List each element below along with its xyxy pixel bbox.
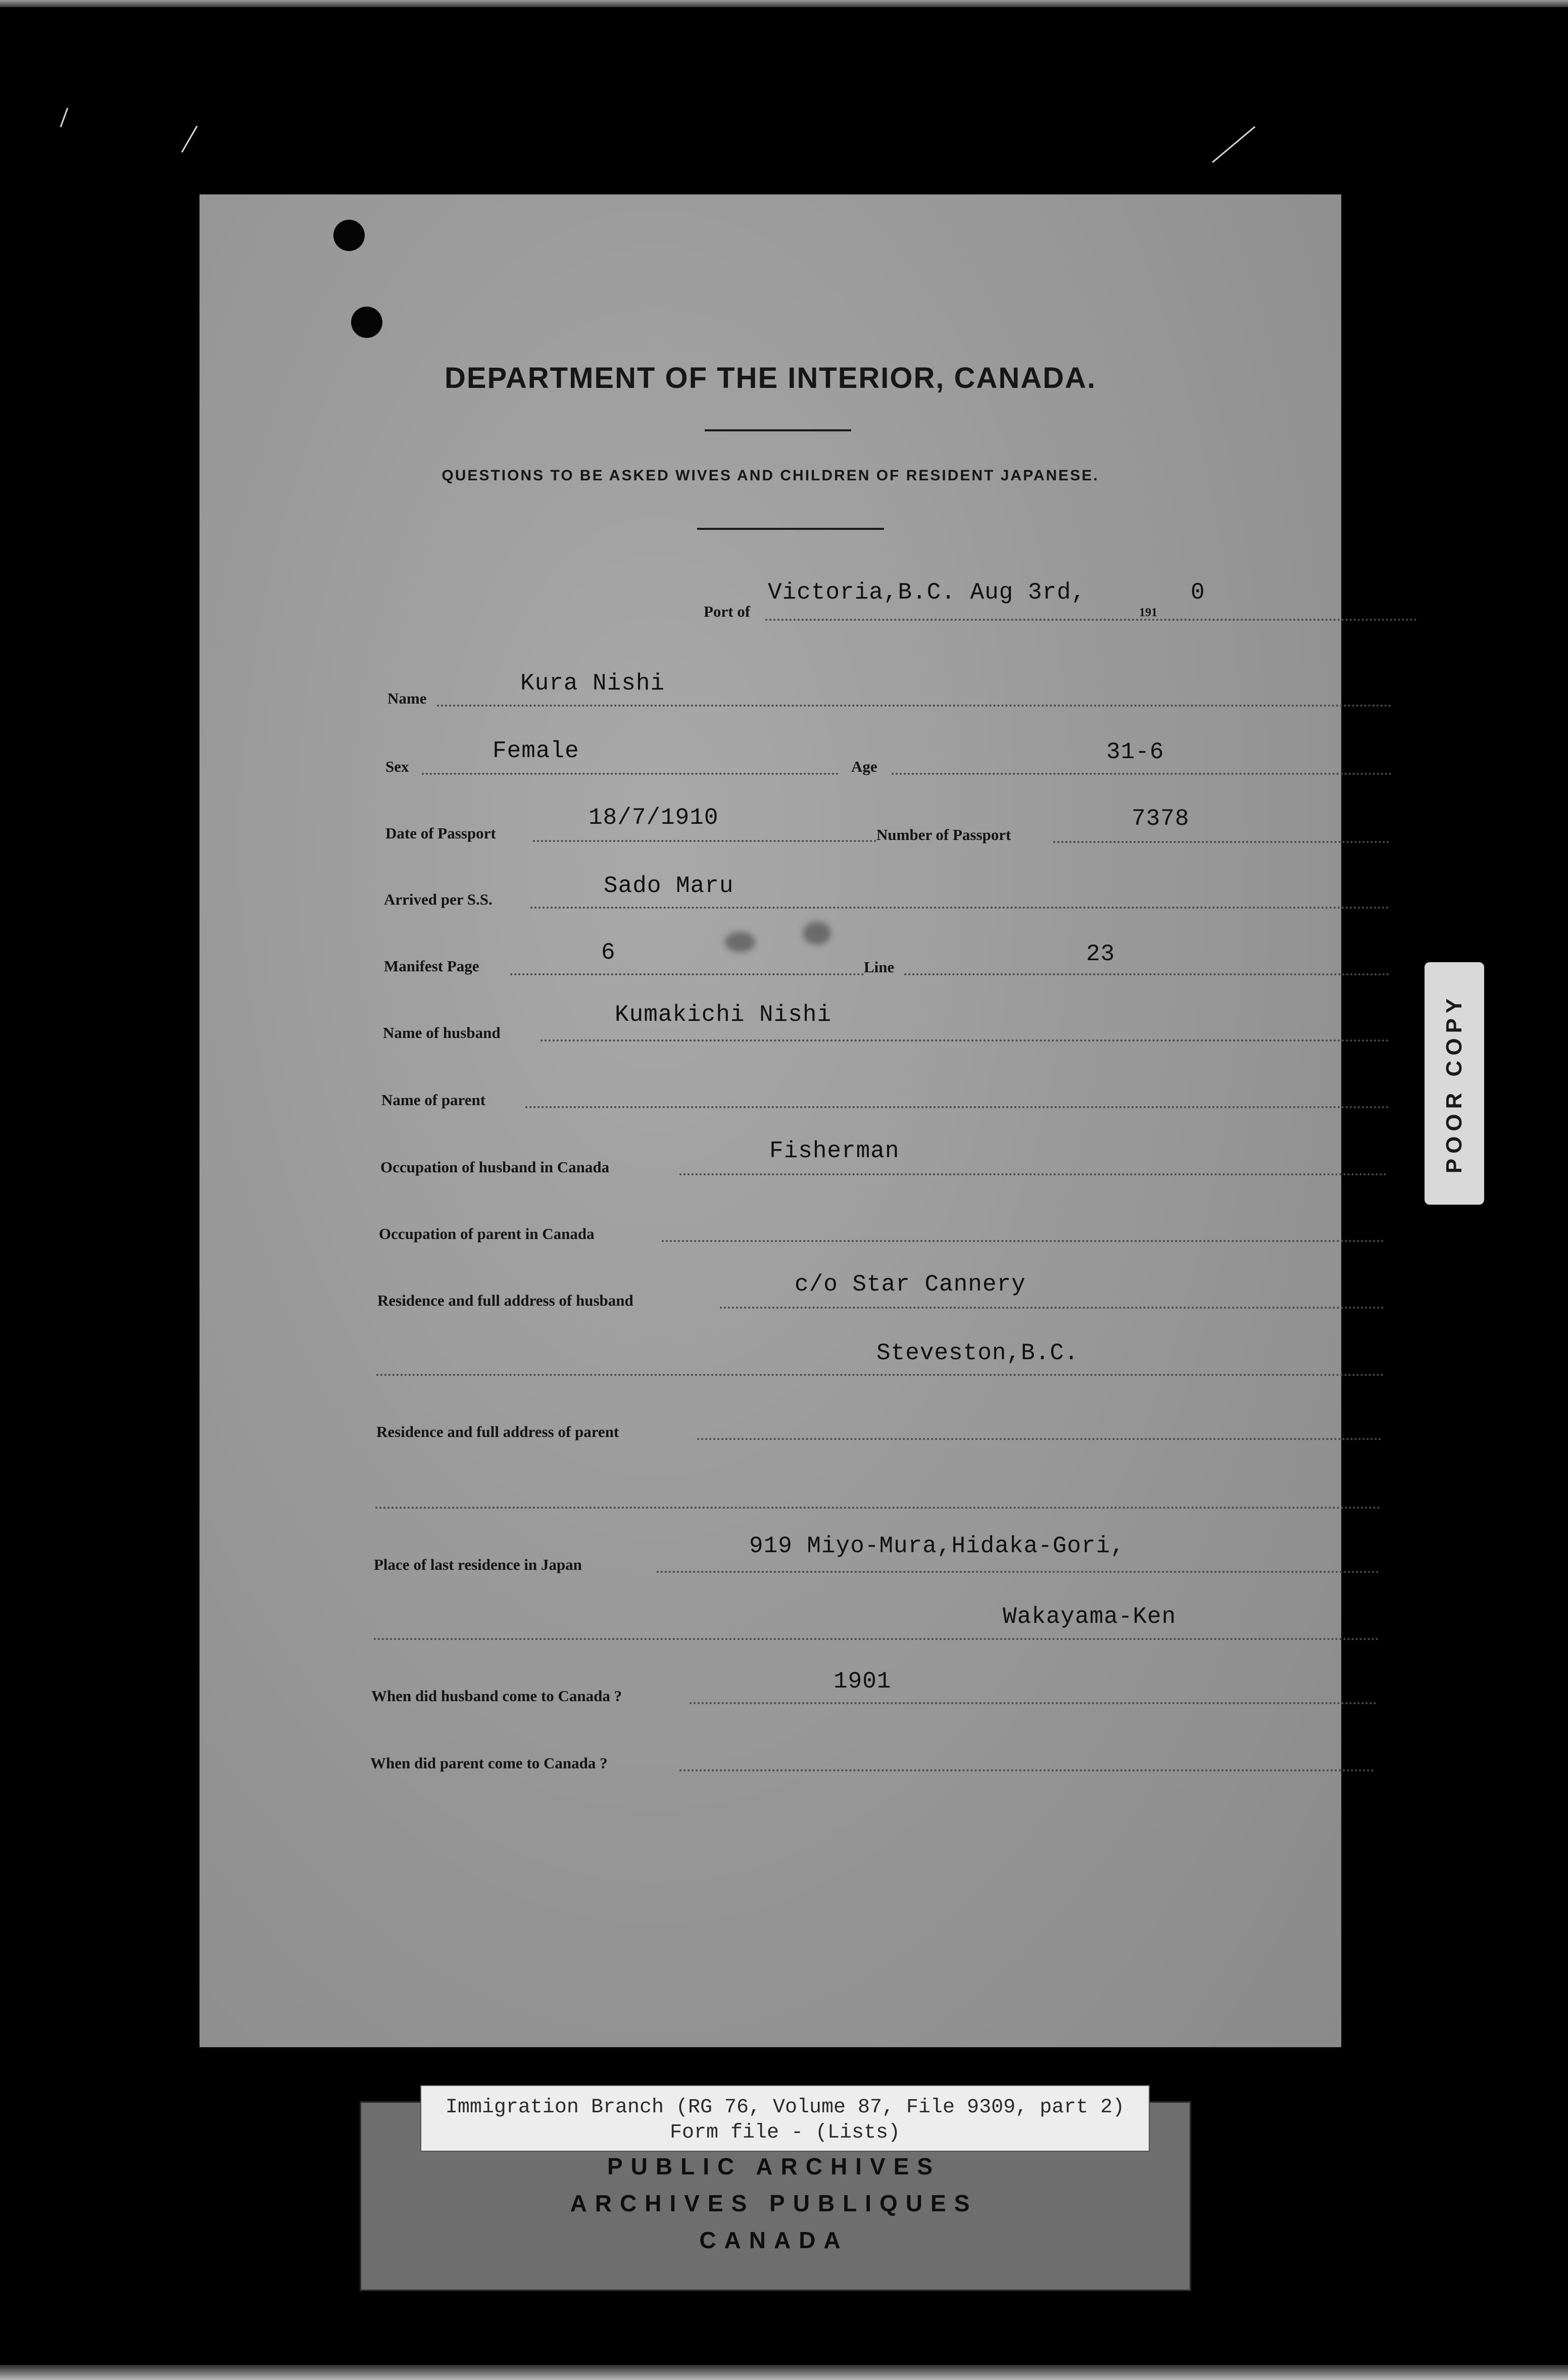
passport-date-label: Date of Passport bbox=[385, 824, 496, 842]
parent-arrival-line bbox=[679, 1769, 1374, 1771]
port-label: Port of bbox=[704, 603, 751, 620]
husband-address-value-line2: Steveston,B.C. bbox=[876, 1340, 1079, 1366]
port-line bbox=[765, 619, 1417, 621]
husband-address-line2 bbox=[376, 1374, 1384, 1376]
manifest-line-label: Line bbox=[864, 958, 895, 976]
husband-occupation-value: Fisherman bbox=[769, 1138, 900, 1164]
film-edge-top bbox=[0, 0, 1568, 7]
last-residence-value-line2: Wakayama-Ken bbox=[1003, 1604, 1177, 1630]
manifest-line-line bbox=[904, 973, 1389, 975]
archive-reference-label bbox=[420, 2085, 1150, 2152]
form-heading: DEPARTMENT OF THE INTERIOR, CANADA. bbox=[444, 362, 1097, 394]
parent-name-line bbox=[525, 1106, 1389, 1108]
passport-date-line bbox=[533, 840, 876, 842]
last-residence-line2 bbox=[374, 1638, 1379, 1640]
punch-hole bbox=[351, 307, 382, 338]
manifest-page-line bbox=[510, 973, 864, 975]
last-residence-line1 bbox=[657, 1571, 1379, 1573]
ship-label: Arrived per S.S. bbox=[384, 890, 493, 908]
archives-line-3: CANADA bbox=[699, 2227, 849, 2253]
parent-occupation-line bbox=[662, 1240, 1384, 1242]
husband-name-line bbox=[541, 1039, 1389, 1042]
port-year-suffix: 0 bbox=[1191, 579, 1205, 606]
passport-number-line bbox=[1053, 841, 1389, 843]
name-value: Kura Nishi bbox=[520, 670, 665, 697]
age-line bbox=[892, 773, 1392, 775]
form-subheading: QUESTIONS TO BE ASKED WIVES AND CHILDREN OF RESIDENT JAPANESE. bbox=[442, 467, 1099, 484]
parent-name-label: Name of parent bbox=[381, 1091, 486, 1109]
husband-address-value-line1: c/o Star Cannery bbox=[795, 1271, 1026, 1298]
film-scratch bbox=[181, 126, 198, 153]
parent-address-line1 bbox=[697, 1438, 1382, 1440]
smudge bbox=[803, 922, 831, 945]
manifest-page-value: 6 bbox=[601, 939, 616, 966]
last-residence-value-line1: 919 Miyo-Mura,Hidaka-Gori, bbox=[749, 1533, 1125, 1559]
husband-arrival-value: 1901 bbox=[834, 1668, 892, 1695]
poor-copy-text: POOR COPY bbox=[1442, 993, 1466, 1174]
film-scratch bbox=[1212, 126, 1255, 163]
last-residence-label: Place of last residence in Japan bbox=[374, 1556, 582, 1573]
manifest-line-value: 23 bbox=[1086, 941, 1115, 967]
husband-name-value: Kumakichi Nishi bbox=[615, 1002, 832, 1028]
parent-occupation-label: Occupation of parent in Canada bbox=[379, 1225, 595, 1243]
sex-line bbox=[422, 773, 839, 775]
husband-occupation-label: Occupation of husband in Canada bbox=[380, 1158, 610, 1176]
archives-line-2: ARCHIVES PUBLIQUES bbox=[570, 2190, 978, 2216]
port-value: Victoria,B.C. Aug 3rd, bbox=[768, 579, 1086, 606]
port-year-prefix: 191 bbox=[1139, 606, 1157, 619]
film-edge-bottom bbox=[0, 2365, 1568, 2380]
husband-arrival-line bbox=[690, 1702, 1377, 1704]
ship-value: Sado Maru bbox=[604, 873, 734, 899]
passport-number-label: Number of Passport bbox=[876, 826, 1011, 844]
subheading-rule bbox=[697, 528, 884, 530]
age-label: Age bbox=[851, 758, 877, 775]
passport-date-value: 18/7/1910 bbox=[589, 805, 719, 831]
parent-address-line2 bbox=[375, 1507, 1381, 1509]
archive-reference-line1: Immigration Branch (RG 76, Volume 87, File 9309, part 2) bbox=[445, 2096, 1125, 2119]
husband-occupation-line bbox=[679, 1173, 1387, 1175]
name-line bbox=[437, 705, 1392, 707]
ship-line bbox=[530, 907, 1389, 909]
smudge bbox=[725, 932, 755, 952]
husband-address-label: Residence and full address of husband bbox=[377, 1292, 633, 1309]
husband-arrival-label: When did husband come to Canada ? bbox=[371, 1687, 622, 1705]
passport-number-value: 7378 bbox=[1132, 806, 1190, 832]
husband-address-line1 bbox=[720, 1307, 1384, 1309]
age-value: 31-6 bbox=[1106, 739, 1164, 765]
heading-rule bbox=[705, 429, 851, 431]
husband-name-label: Name of husband bbox=[383, 1024, 501, 1042]
punch-hole bbox=[333, 220, 365, 251]
name-label: Name bbox=[387, 689, 427, 707]
manifest-page-label: Manifest Page bbox=[384, 957, 479, 975]
film-scratch bbox=[60, 108, 68, 127]
parent-arrival-label: When did parent come to Canada ? bbox=[370, 1754, 608, 1772]
sex-value: Female bbox=[493, 738, 579, 764]
form-paper bbox=[200, 194, 1341, 2047]
archive-reference-line2: Form file - (Lists) bbox=[669, 2121, 901, 2144]
poor-copy-stamp bbox=[1425, 962, 1484, 1205]
archives-line-1: PUBLIC ARCHIVES bbox=[607, 2153, 941, 2179]
sex-label: Sex bbox=[385, 758, 409, 775]
parent-address-label: Residence and full address of parent bbox=[376, 1423, 619, 1441]
